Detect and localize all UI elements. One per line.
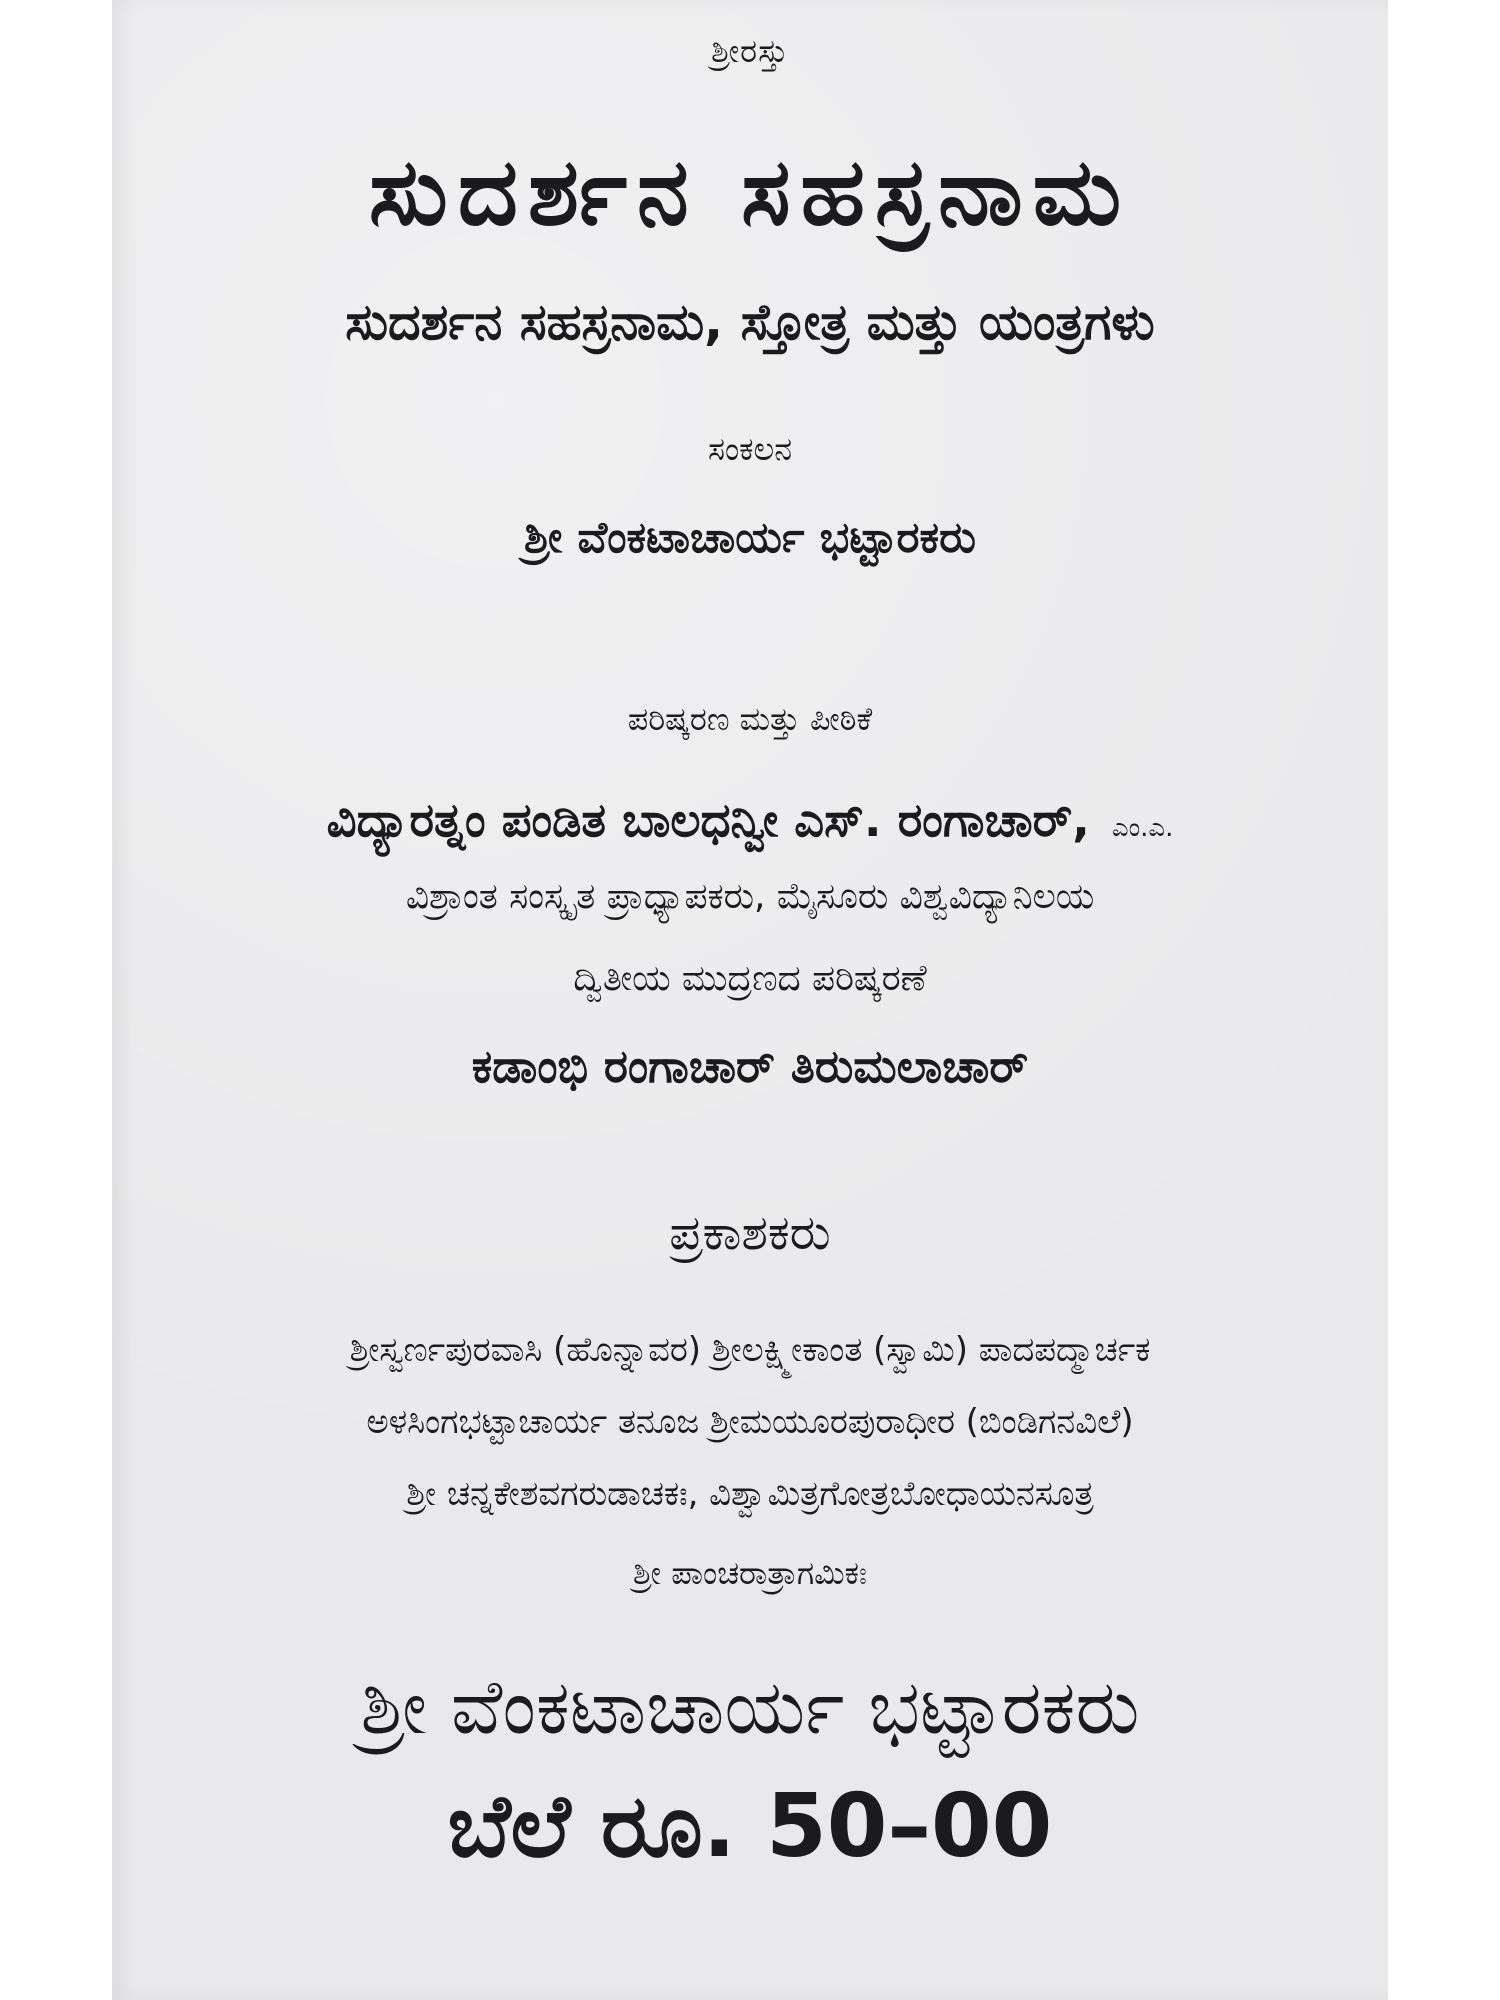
- editor-name: ವಿದ್ಯಾರತ್ನಂ ಪಂಡಿತ ಬಾಲಧನ್ವೀ ಎಸ್. ರಂಗಾಚಾರ್,: [326, 793, 1090, 847]
- second-edition-label: ದ್ವಿತೀಯ ಮುದ್ರಣದ ಪರಿಷ್ಕರಣೆ: [573, 958, 927, 999]
- book-subtitle: ಸುದರ್ಶನ ಸಹಸ್ರನಾಮ, ಸ್ತೋತ್ರ ಮತ್ತು ಯಂತ್ರಗಳು: [345, 292, 1155, 351]
- publisher-line: ಅಳಸಿಂಗಭಟ್ಟಾಚಾರ್ಯ ತನೂಜ ಶ್ರೀಮಯೂರಪುರಾಧೀರ (ಬಿಂಡಿಗನವಿಲೆ): [366, 1402, 1134, 1441]
- reviser-name: ಕಡಾಂಭಿ ರಂಗಾಚಾರ್ ತಿರುಮಲಾಚಾರ್: [471, 1040, 1029, 1093]
- title-page: [112, 0, 1388, 2000]
- edited-label: ಪರಿಷ್ಕರಣ ಮತ್ತು ಪೀಠಿಕೆ: [627, 700, 873, 738]
- editor-degree: ಎಂ.ಎ.: [1111, 813, 1174, 843]
- publisher-line: ಶ್ರೀಸ್ವರ್ಣಪುರವಾಸಿ (ಹೊನ್ನಾವರ) ಶ್ರೀಲಕ್ಷ್ಮೀಕಾಂತ (ಸ್ವಾಮಿ) ಪಾದಪದ್ಮಾರ್ಚಕ: [349, 1330, 1151, 1369]
- blessing-text: ಶ್ರೀರಸ್ತು: [711, 32, 789, 70]
- editor-line: [112, 793, 1388, 849]
- publisher-label: ಪ್ರಕಾಶಕರು: [669, 1205, 831, 1261]
- publisher-line: ಶ್ರೀ ಚನ್ನಕೇಶವಗರುಡಾಚಕಃ, ವಿಶ್ವಾಮಿತ್ರಗೋತ್ರಬೋಧಾಯನಸೂತ್ರ: [406, 1474, 1094, 1513]
- publisher-line: ಶ್ರೀ ಪಾಂಚರಾತ್ರಾಗಮಿಕಃ: [633, 1554, 867, 1592]
- price-text: ಬೆಲೆ ರೂ. 50–00: [447, 1775, 1053, 1877]
- publisher-name: ಶ್ರೀ ವೆಂಕಟಾಚಾರ್ಯ ಭಟ್ಟಾರಕರು: [360, 1663, 1140, 1751]
- compiled-label: ಸಂಕಲನ: [708, 430, 792, 468]
- compiler-name: ಶ್ರೀ ವೆಂಕಟಾಚಾರ್ಯ ಭಟ್ಟಾರಕರು: [523, 513, 977, 563]
- editor-role: ವಿಶ್ರಾಂತ ಸಂಸ್ಕೃತ ಪ್ರಾಧ್ಯಾಪಕರು, ಮೈಸೂರು ವಿಶ್ವವಿದ್ಯಾನಿಲಯ: [405, 876, 1095, 917]
- book-title: ಸುದರ್ಶನ ಸಹಸ್ರನಾಮ: [368, 138, 1132, 246]
